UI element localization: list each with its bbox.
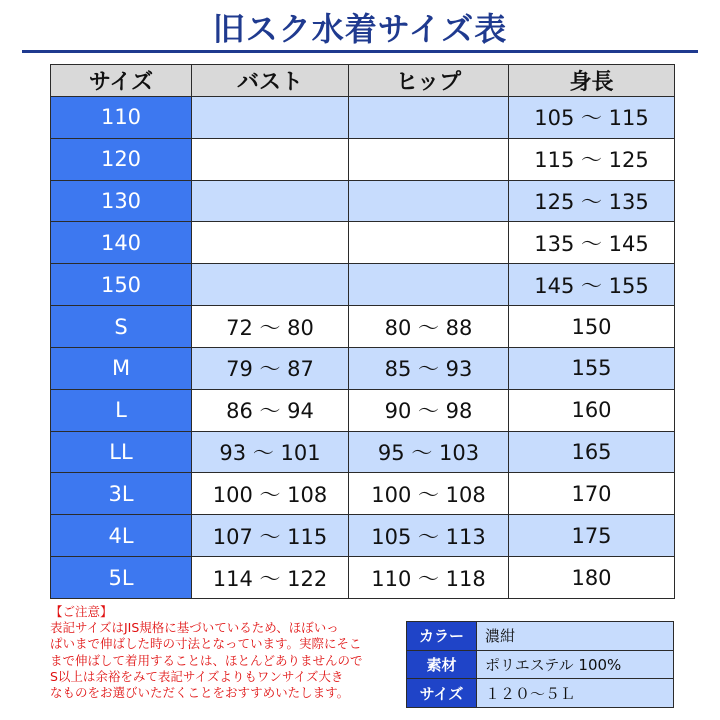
header-height: 身長 — [509, 65, 675, 97]
hip-cell — [349, 97, 509, 139]
table-row — [51, 222, 675, 264]
product-spec-table — [406, 621, 674, 708]
page-title: 旧スク水着サイズ表 — [212, 10, 508, 48]
note-line: まで伸ばして着用することは、ほとんどありませんので — [50, 652, 363, 668]
table-row — [51, 138, 675, 180]
size-cell: 140 — [51, 222, 192, 264]
header-size: サイズ — [51, 65, 192, 97]
table-row — [51, 264, 675, 306]
height-cell: 170 — [509, 473, 675, 515]
size-cell: 3L — [51, 473, 192, 515]
height-cell: 165 — [509, 431, 675, 473]
spec-row-size — [407, 679, 674, 708]
spec-label-color: カラー — [407, 622, 477, 651]
height-cell: 175 — [509, 515, 675, 557]
spec-value-size: １２０〜５Ｌ — [477, 679, 674, 708]
bust-cell — [192, 138, 349, 180]
note-line: なものをお選びいただくことをおすすめいたします。 — [50, 685, 350, 701]
hip-cell — [349, 264, 509, 306]
hip-cell: 105 〜 113 — [349, 515, 509, 557]
height-cell: 105 〜 115 — [509, 97, 675, 139]
height-cell: 115 〜 125 — [509, 138, 675, 180]
size-cell: 150 — [51, 264, 192, 306]
spec-value-color: 濃紺 — [477, 622, 674, 651]
size-table — [50, 64, 675, 599]
note-line: S以上は余裕をみて表記サイズよりもワンサイズ大き — [50, 668, 344, 684]
table-row — [51, 557, 675, 599]
height-cell: 160 — [509, 389, 675, 431]
size-cell: S — [51, 306, 192, 348]
spec-label-material: 素材 — [407, 650, 477, 679]
spec-value-material: ポリエステル 100% — [477, 650, 674, 679]
bust-cell: 79 〜 87 — [192, 347, 349, 389]
height-cell: 150 — [509, 306, 675, 348]
size-table-header — [51, 65, 675, 97]
table-row — [51, 306, 675, 348]
height-cell: 155 — [509, 347, 675, 389]
size-cell: LL — [51, 431, 192, 473]
caution-notes — [50, 604, 394, 701]
hip-cell: 80 〜 88 — [349, 306, 509, 348]
bust-cell: 86 〜 94 — [192, 389, 349, 431]
height-cell: 135 〜 145 — [509, 222, 675, 264]
hip-cell: 95 〜 103 — [349, 431, 509, 473]
hip-cell — [349, 180, 509, 222]
bust-cell — [192, 180, 349, 222]
bust-cell: 100 〜 108 — [192, 473, 349, 515]
title-underline — [22, 50, 698, 53]
table-row — [51, 180, 675, 222]
hip-cell: 85 〜 93 — [349, 347, 509, 389]
bust-cell: 93 〜 101 — [192, 431, 349, 473]
size-cell: L — [51, 389, 192, 431]
table-row — [51, 431, 675, 473]
size-cell: 130 — [51, 180, 192, 222]
hip-cell: 100 〜 108 — [349, 473, 509, 515]
bust-cell — [192, 264, 349, 306]
note-line: ぱいまで伸ばした時の寸法となっています。実際にそこ — [50, 636, 362, 652]
hip-cell — [349, 138, 509, 180]
note-line: 表記サイズはJIS規格に基づいているため、ほぼいっ — [50, 620, 339, 636]
header-hip: ヒップ — [349, 65, 509, 97]
hip-cell: 110 〜 118 — [349, 557, 509, 599]
table-row — [51, 389, 675, 431]
header-bust: バスト — [192, 65, 349, 97]
height-cell: 125 〜 135 — [509, 180, 675, 222]
bust-cell: 107 〜 115 — [192, 515, 349, 557]
spec-row-material — [407, 650, 674, 679]
size-cell: 110 — [51, 97, 192, 139]
size-cell: M — [51, 347, 192, 389]
bust-cell — [192, 222, 349, 264]
hip-cell: 90 〜 98 — [349, 389, 509, 431]
table-row — [51, 97, 675, 139]
table-row — [51, 473, 675, 515]
size-cell: 120 — [51, 138, 192, 180]
hip-cell — [349, 222, 509, 264]
spec-row-color — [407, 622, 674, 651]
bust-cell — [192, 97, 349, 139]
height-cell: 180 — [509, 557, 675, 599]
notes-heading: 【ご注意】 — [50, 604, 113, 619]
table-row — [51, 515, 675, 557]
bust-cell: 72 〜 80 — [192, 306, 349, 348]
size-cell: 5L — [51, 557, 192, 599]
bust-cell: 114 〜 122 — [192, 557, 349, 599]
table-row — [51, 347, 675, 389]
size-cell: 4L — [51, 515, 192, 557]
height-cell: 145 〜 155 — [509, 264, 675, 306]
spec-label-size: サイズ — [407, 679, 477, 708]
